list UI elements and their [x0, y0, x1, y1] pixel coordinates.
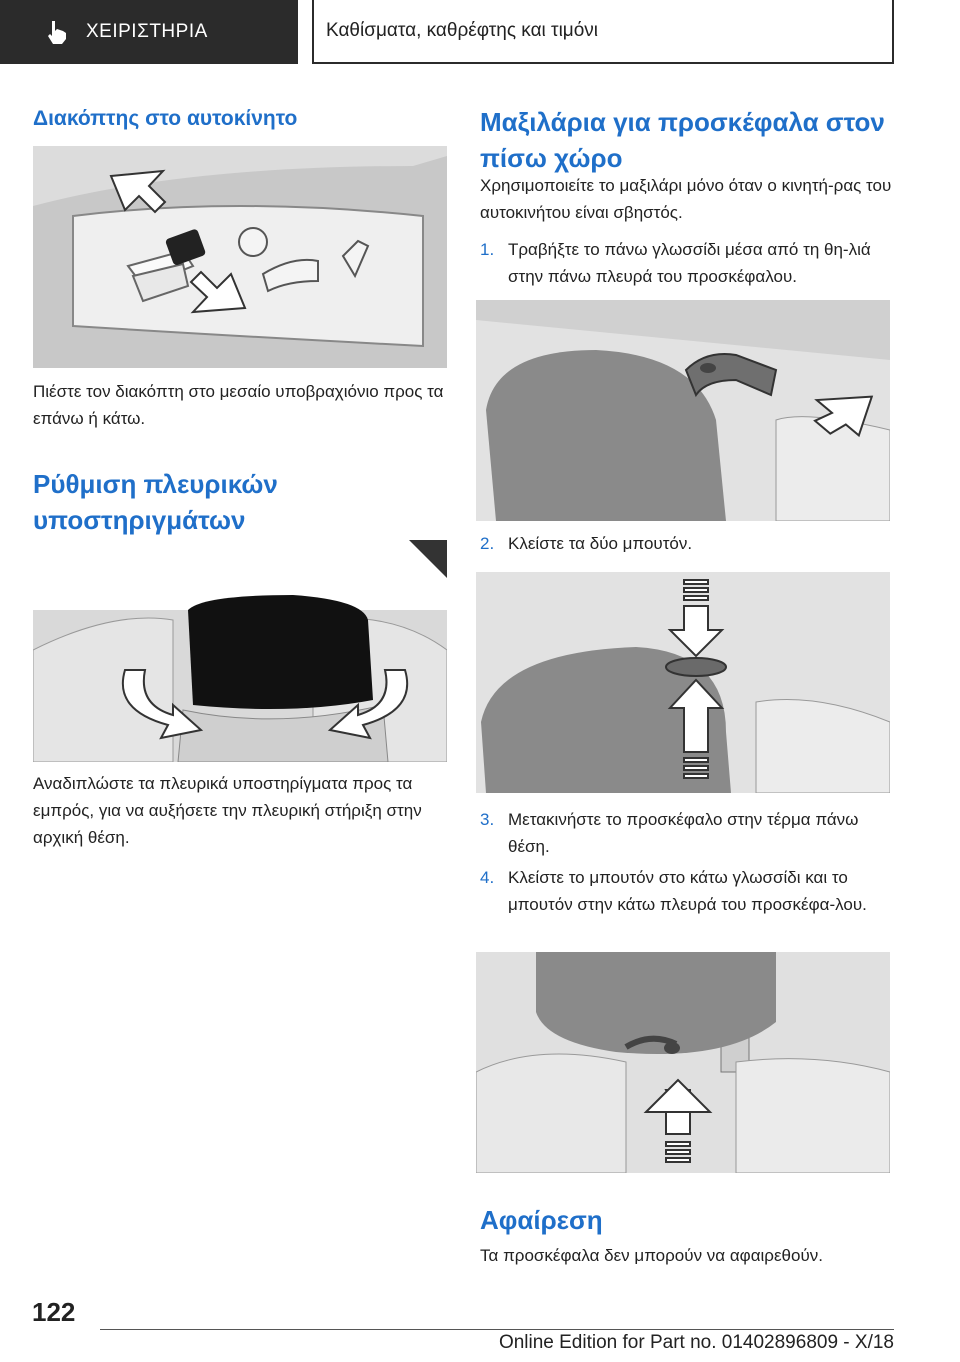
pull-tab-figure	[476, 300, 890, 521]
footer-divider	[100, 1329, 894, 1330]
step-number: 3.	[480, 810, 495, 829]
removal-heading: Αφαίρεση	[480, 1205, 603, 1235]
pillow-heading: Μαξιλάρια για προσκέφαλα στον πίσω χώρο	[480, 107, 885, 173]
pillow-intro: Χρησιμοποιείτε το μαξιλάρι μόνο όταν ο κινητή-ρας του αυτοκινήτου είναι σβηστός.	[480, 176, 892, 222]
section-label: ΧΕΙΡΙΣΤΗΡΙΑ	[86, 21, 208, 42]
step-text: Μετακινήστε το προσκέφαλο στην τέρμα πάνω θέση.	[508, 810, 859, 856]
switch-heading: Διακόπτης στο αυτοκίνητο	[33, 107, 298, 130]
press-buttons-illustration	[476, 572, 890, 793]
removal-text: Τα προσκέφαλα δεν μπορούν να αφαιρεθούν.	[480, 1246, 823, 1265]
step-number: 2.	[480, 534, 495, 553]
pointing-hand-icon	[44, 19, 70, 45]
step-number: 4.	[480, 868, 495, 887]
pull-tab-illustration	[476, 300, 890, 521]
side-support-figure	[33, 540, 447, 762]
seat-switch-figure	[33, 146, 447, 368]
page-number: 122	[32, 1297, 76, 1327]
step-number: 1.	[480, 240, 495, 259]
step-item	[480, 806, 894, 860]
switch-text: Πιέστε τον διακόπτη στο μεσαίο υποβραχιόνιο προς τα επάνω ή κάτω.	[33, 382, 444, 428]
step-item	[480, 864, 894, 918]
side-support-heading: Ρύθμιση πλευρικών υποστηριγμάτων	[33, 469, 278, 535]
chapter-title: Καθίσματα, καθρέφτης και τιμόνι	[312, 0, 894, 64]
step-item	[480, 236, 894, 290]
seat-switch-illustration	[33, 146, 447, 368]
step-text: Κλείστε τα δύο μπουτόν.	[508, 534, 693, 553]
lower-button-illustration	[476, 952, 890, 1173]
step-item	[480, 530, 894, 557]
step-text: Κλείστε το μπουτόν στο κάτω γλωσσίδι και το μπουτόν στην κάτω πλευρά του προσκέφα-λου.	[508, 868, 867, 914]
lower-button-figure	[476, 952, 890, 1173]
step-text: Τραβήξτε το πάνω γλωσσίδι μέσα από τη θη-λιά στην πάνω πλευρά του προσκέφαλου.	[508, 240, 871, 286]
section-tab[interactable]	[0, 0, 298, 64]
edition-text: Online Edition for Part no. 01402896809 - X/18	[498, 1332, 894, 1353]
side-support-illustration	[33, 540, 447, 762]
side-support-text: Αναδιπλώστε τα πλευρικά υποστηρίγματα προς τα εμπρός, για να αυξήσετε την πλευρική στήριξη στην αρχική θέση.	[33, 774, 422, 847]
press-buttons-figure	[476, 572, 890, 793]
